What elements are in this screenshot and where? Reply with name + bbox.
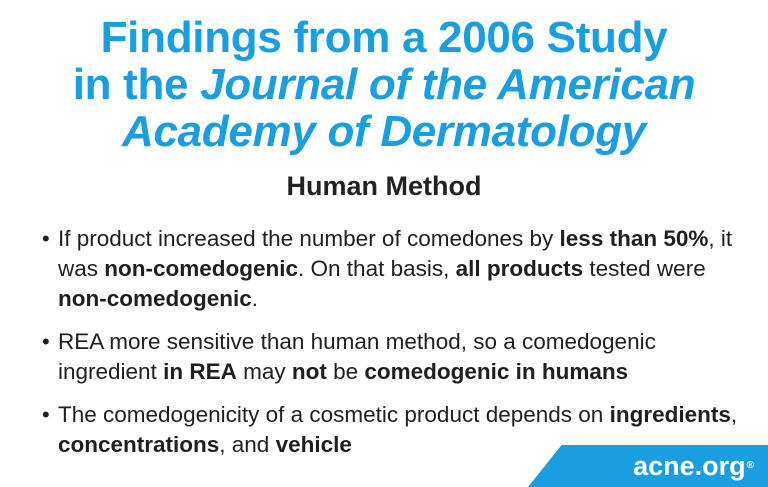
emphasis-text: all products	[455, 256, 584, 281]
body-text: The comedogenicity of a cosmetic product depends on	[58, 402, 610, 427]
journal-name-part-2: Academy of Dermatology	[122, 107, 646, 156]
emphasis-text: not	[291, 359, 327, 384]
title-line-2-plain: in the	[72, 60, 201, 109]
bullet-dot: •	[42, 402, 50, 427]
title-line-2	[0, 61, 768, 108]
journal-name-part-1: Journal of the American	[200, 60, 696, 109]
body-text: If product increased the number of comedones by	[58, 226, 560, 251]
title-line-3	[0, 108, 768, 155]
body-text: , and	[219, 432, 276, 457]
findings-list	[40, 224, 740, 473]
body-text: . On that basis,	[298, 256, 456, 281]
body-text: REA more sensitive than human method, so a comedogenic ingredient	[58, 329, 656, 384]
body-text: .	[251, 286, 259, 311]
emphasis-text: vehicle	[275, 432, 352, 457]
emphasis-text: comedogenic in humans	[364, 359, 629, 384]
body-text: ,	[730, 402, 738, 427]
emphasis-text: non-comedogenic	[58, 286, 252, 311]
acne-org-logo	[633, 451, 754, 481]
emphasis-text: ingredients	[609, 402, 731, 427]
bullet-dot: •	[42, 226, 50, 251]
emphasis-text: concentrations	[58, 432, 220, 457]
body-text: may	[236, 359, 292, 384]
registered-mark: ®	[746, 460, 754, 471]
body-text: tested were	[583, 256, 706, 281]
body-text: , it was	[58, 226, 733, 281]
logo-wordmark: acne.org	[633, 451, 746, 481]
finding-item-1	[40, 224, 740, 314]
bullet-dot: •	[42, 329, 50, 354]
emphasis-text: non-comedogenic	[104, 256, 299, 281]
body-text: be	[326, 359, 365, 384]
finding-item-2	[40, 327, 740, 387]
emphasis-text: less than 50%	[559, 226, 709, 251]
emphasis-text: in REA	[163, 359, 237, 384]
page-title	[0, 14, 768, 155]
title-line-1: Findings from a 2006 Study	[100, 13, 668, 62]
section-subtitle: Human Method	[286, 171, 482, 201]
